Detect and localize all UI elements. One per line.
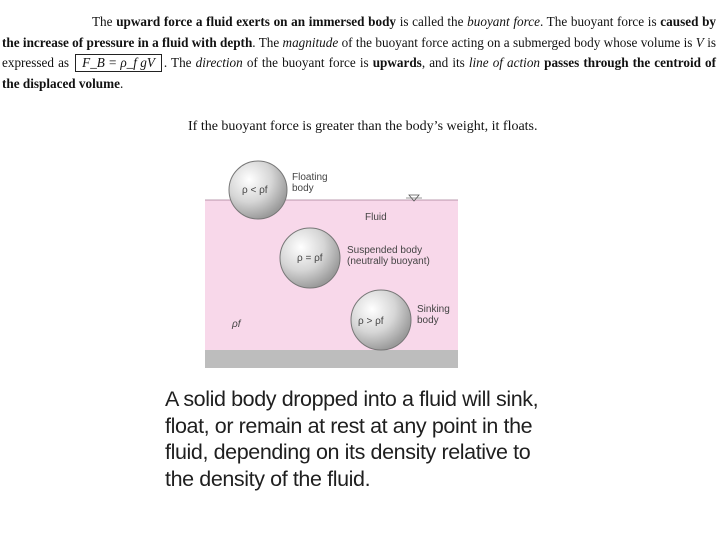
suspended-body-label: Suspended body (neutrally buoyant) <box>347 245 430 267</box>
bold-text: upward force a fluid exerts on an immersed body <box>116 14 397 29</box>
float-statement: If the buoyant force is greater than the body’s weight, it floats. <box>188 119 538 134</box>
text-run: . The buoyant force is <box>539 14 661 29</box>
sinking-density-relation: ρ > ρf <box>358 316 384 327</box>
italic-text: direction <box>195 55 243 71</box>
suspended-density-relation: ρ = ρf <box>297 253 323 264</box>
text-run: . <box>119 75 124 91</box>
bold-text: passes through the centroid of the displaced volume <box>2 55 717 91</box>
text-run: , and its <box>421 55 469 71</box>
italic-text: V <box>695 34 704 50</box>
text-run: The <box>92 14 117 29</box>
italic-text: line of action <box>468 55 541 71</box>
italic-text: magnitude <box>282 34 339 50</box>
sinking-body-label: Sinking body <box>417 304 450 326</box>
text-run: of the buoyant force acting on a submerged body whose volume is <box>338 34 696 50</box>
fluid-label: Fluid <box>365 212 387 223</box>
text-run: is called the <box>396 14 468 29</box>
floating-body-label: Floating body <box>292 172 328 194</box>
floating-density-relation: ρ < ρf <box>242 185 268 196</box>
buoyant-force-formula: F_B = ρ_f gV <box>75 54 162 72</box>
text-run: . The <box>163 55 196 71</box>
bold-text: caused by the increase of pressure in a fluid with depth <box>2 14 717 50</box>
text-run: is expressed as <box>2 34 716 71</box>
container-floor <box>205 350 458 368</box>
italic-text: buoyant force <box>467 14 540 29</box>
text-run: of the buoyant force is <box>242 55 373 71</box>
buoyancy-figure <box>205 160 460 368</box>
bold-text: upwards <box>372 55 422 71</box>
figure-caption: A solid body dropped into a fluid will sink, float, or remain at rest at any point in the fluid, depending on its density relative to the density of the fluid. <box>165 387 539 491</box>
fluid-density-label: ρf <box>232 319 241 330</box>
text-run: . The <box>252 34 283 50</box>
buoyant-force-paragraph <box>2 12 716 94</box>
